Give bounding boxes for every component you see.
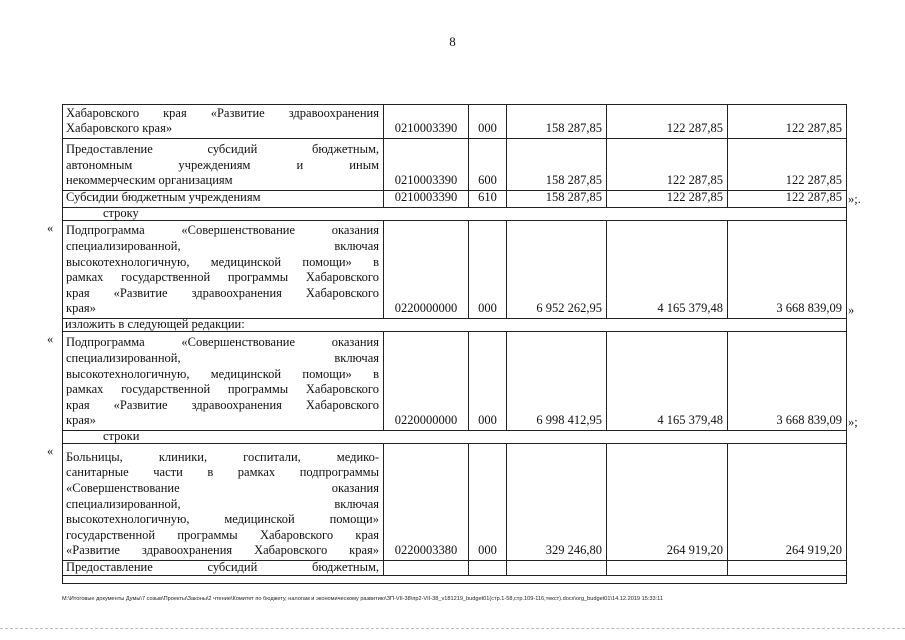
opening-quote: « [47, 444, 54, 458]
budget-table [47, 104, 861, 584]
name-line: рамках государственной программы Хабаровского [66, 270, 379, 285]
page-number: 8 [449, 34, 456, 49]
name-line: некоммерческим организациям [66, 173, 233, 188]
inline-text: строку [103, 206, 139, 220]
expense-type-cell [469, 191, 507, 207]
amount-year1-cell [507, 221, 607, 318]
amount-year3-cell [728, 105, 846, 138]
code-cell-value: 0220000000 [394, 413, 458, 428]
name-line: Предоставление субсидий бюджетным, [66, 142, 379, 157]
name-line: края» [66, 413, 96, 428]
code-cell [384, 444, 469, 560]
code-cell-value: 0210003390 [394, 190, 458, 205]
name-line: края «Развитие здравоохранения Хабаровского [66, 285, 379, 300]
name-line: «Развитие здравоохранения Хабаровского края» [66, 543, 379, 558]
opening-quote: « [47, 332, 54, 346]
amount-year1-cell [507, 332, 607, 430]
code-cell [384, 332, 469, 430]
name-line: специализированной, включая [66, 239, 379, 254]
code-cell-value: 0210003390 [394, 173, 458, 188]
amount-year2-cell [607, 561, 728, 575]
name-line: Подпрограмма «Совершенствование оказания [66, 335, 379, 350]
amount-year3-cell-value: 122 287,85 [785, 173, 842, 188]
name-line: Субсидии бюджетным учреждениям [66, 190, 261, 205]
closing-quote: »;. [848, 192, 861, 206]
code-cell [384, 221, 469, 318]
amount-year1-cell-value: 158 287,85 [545, 121, 602, 136]
amount-year1-cell-value: 158 287,85 [545, 190, 602, 205]
code-cell [384, 105, 469, 138]
name-line: автономным учреждениям и иным [66, 157, 379, 172]
name-line: высокотехнологичную, медицинской помощи» в [66, 254, 379, 269]
inline-text: строки [103, 429, 140, 443]
amount-year1-cell-value: 158 287,85 [545, 173, 602, 188]
amount-year3-cell-value: 3 668 839,09 [776, 413, 842, 428]
amount-year3-cell-value: 122 287,85 [785, 190, 842, 205]
name-line: высокотехнологичную, медицинской помощи» в [66, 366, 379, 381]
name-cell [63, 332, 384, 430]
name-cell [63, 444, 384, 560]
name-line: края» [66, 301, 96, 316]
amount-year1-cell [507, 561, 607, 575]
amount-year1-cell-value: 6 952 262,95 [536, 301, 602, 316]
name-cell [63, 221, 384, 318]
name-line: Хабаровского края» [66, 121, 173, 136]
name-cell [63, 139, 384, 190]
page-edge-rule [0, 628, 905, 629]
code-cell [384, 191, 469, 207]
amount-year3-cell-value: 122 287,85 [785, 121, 842, 136]
amount-year3-cell [728, 191, 846, 207]
amount-year2-cell-value: 4 165 379,48 [657, 301, 723, 316]
code-cell-value: 0220003380 [394, 543, 458, 558]
name-line: рамках государственной программы Хабаровского [66, 382, 379, 397]
amount-year3-cell-value: 264 919,20 [785, 543, 842, 558]
amount-year2-cell [607, 444, 728, 560]
amount-year1-cell-value: 6 998 412,95 [536, 413, 602, 428]
name-line: специализированной, включая [66, 496, 379, 511]
name-line: специализированной, включая [66, 351, 379, 366]
code-cell-value: 0220000000 [394, 301, 458, 316]
inline-text-row [63, 208, 846, 221]
name-cell [63, 105, 384, 138]
amount-year1-cell [507, 105, 607, 138]
amount-year3-cell [728, 221, 846, 318]
table-row [47, 221, 855, 319]
amount-year2-cell-value: 122 287,85 [666, 173, 723, 188]
amount-year3-cell [728, 444, 846, 560]
expense-type-cell [469, 139, 507, 190]
name-line: «Совершенствование оказания [66, 481, 379, 496]
name-line: Больницы, клиники, госпитали, медико- [66, 449, 379, 464]
table-row [63, 190, 861, 208]
expense-type-cell-value: 610 [478, 190, 497, 205]
expense-type-cell-value: 000 [478, 543, 497, 558]
amount-year3-cell [728, 561, 846, 575]
amount-year2-cell-value: 264 919,20 [666, 543, 723, 558]
amount-year2-cell-value: 4 165 379,48 [657, 413, 723, 428]
name-line: высокотехнологичную, медицинской помощи» [66, 512, 379, 527]
opening-quote: « [47, 221, 54, 235]
name-cell [63, 561, 384, 575]
amount-year2-cell [607, 105, 728, 138]
code-cell-value: 0210003390 [394, 121, 458, 136]
table-row [63, 139, 846, 191]
amount-year1-cell [507, 139, 607, 190]
file-path-footer: M:\Итоговые документы Думы\7 созыв\Проекты\Законы\2 чтение\Комитет по бюджету, налогам и экономическому развитию\ЗП-VII-38\пр2-VII-38_v181219_budget01(стр.1-58,стр.109-116,текст).docx\org_budget01\14.12.2019 15:33:11 [62, 596, 663, 602]
expense-type-cell-value: 600 [478, 173, 497, 188]
table-row [47, 332, 858, 431]
expense-type-cell [469, 561, 507, 575]
inline-text-row [63, 319, 846, 332]
code-cell [384, 561, 469, 575]
amount-year1-cell [507, 191, 607, 207]
code-cell [384, 139, 469, 190]
amount-year2-cell [607, 332, 728, 430]
amount-year2-cell-value: 122 287,85 [666, 190, 723, 205]
expense-type-cell [469, 105, 507, 138]
expense-type-cell-value: 000 [478, 301, 497, 316]
name-cell [63, 191, 384, 207]
closing-quote: » [848, 303, 855, 317]
inline-text: изложить в следующей редакции: [65, 317, 245, 331]
name-line: Хабаровского края «Развитие здравоохранения [66, 105, 379, 120]
table-row [47, 444, 846, 561]
name-line: Подпрограмма «Совершенствование оказания [66, 223, 379, 238]
amount-year1-cell [507, 444, 607, 560]
amount-year3-cell [728, 139, 846, 190]
amount-year3-cell [728, 332, 846, 430]
inline-text-row [63, 431, 846, 444]
amount-year2-cell [607, 221, 728, 318]
table-row [63, 105, 846, 139]
amount-year3-cell-value: 3 668 839,09 [776, 301, 842, 316]
amount-year2-cell-value: 122 287,85 [666, 121, 723, 136]
name-line: Предоставление субсидий бюджетным, [66, 560, 379, 574]
expense-type-cell [469, 444, 507, 560]
expense-type-cell-value: 000 [478, 413, 497, 428]
expense-type-cell [469, 221, 507, 318]
name-line: края «Развитие здравоохранения Хабаровского [66, 397, 379, 412]
name-line: санитарные части в рамках подпрограммы [66, 465, 379, 480]
amount-year2-cell [607, 139, 728, 190]
closing-quote: »; [848, 415, 858, 429]
table-row [63, 561, 846, 576]
name-line: государственной программы Хабаровского края [66, 527, 379, 542]
amount-year2-cell [607, 191, 728, 207]
amount-year1-cell-value: 329 246,80 [545, 543, 602, 558]
expense-type-cell-value: 000 [478, 121, 497, 136]
expense-type-cell [469, 332, 507, 430]
